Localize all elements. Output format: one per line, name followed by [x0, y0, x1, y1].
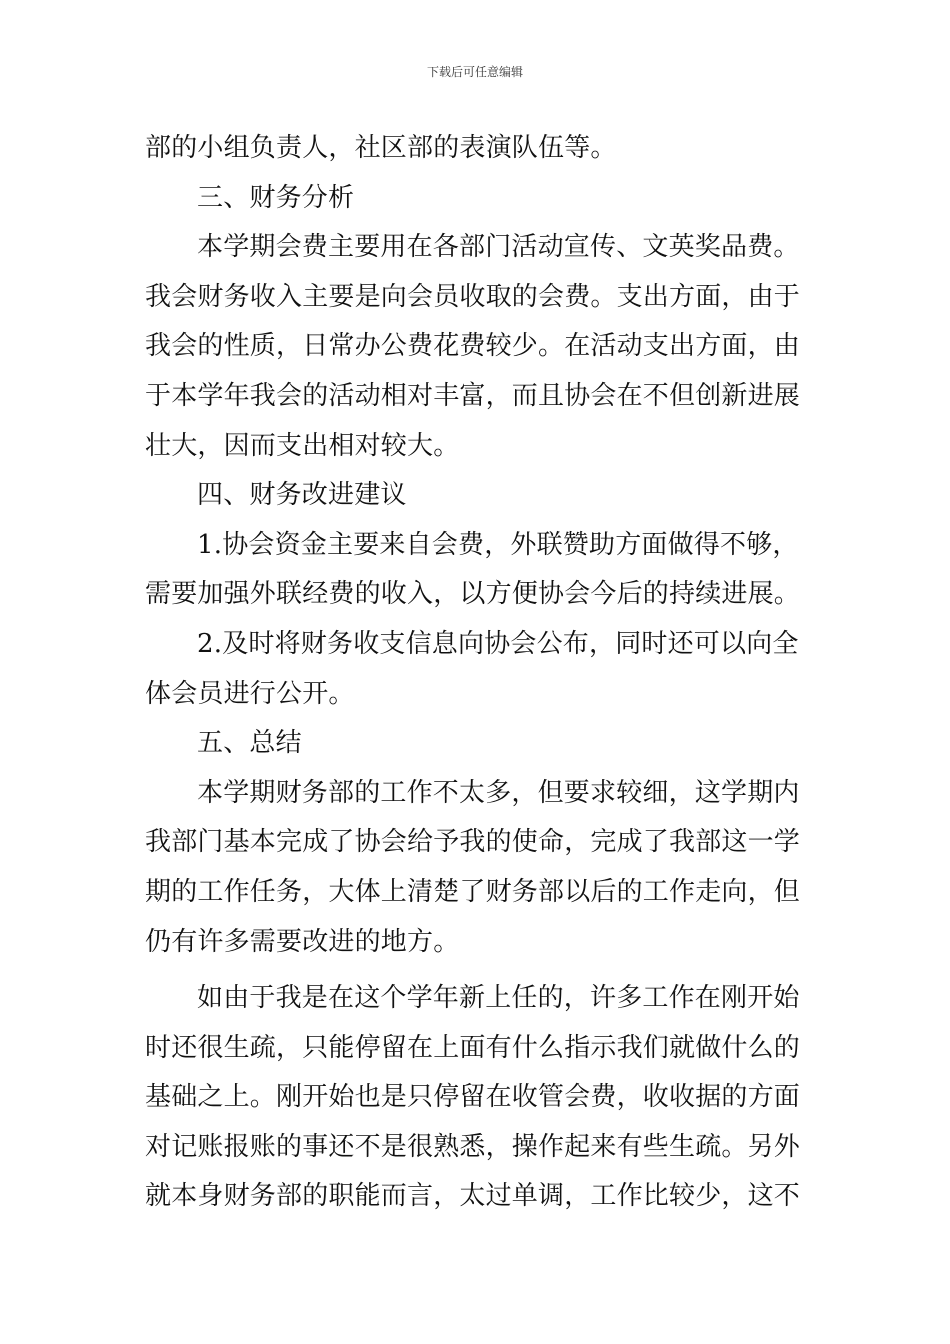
paragraph-line: 部的小组负责人，社区部的表演队伍等。 — [145, 133, 617, 163]
page-header: 下载后可任意编辑 — [426, 65, 523, 79]
list-item-line: 体会员进行公开。 — [145, 678, 355, 709]
section-heading: 三、财务分析 — [197, 182, 355, 213]
paragraph-line: 就本身财务部的职能而言，太过单调，工作比较少，这不 — [145, 1181, 801, 1212]
paragraph-line: 如由于我是在这个学年新上任的，许多工作在刚开始 — [197, 983, 800, 1014]
document-body — [145, 124, 810, 1222]
paragraph-line: 对记账报账的事还不是很熟悉，操作起来有些生疏。另外 — [145, 1131, 801, 1162]
paragraph-line: 仍有许多需要改进的地方。 — [145, 926, 460, 957]
list-item-line: 2.及时将财务收支信息向协会公布，同时还可以向全 — [197, 628, 799, 659]
paragraph-line: 我会财务收入主要是向会员收取的会费。支出方面，由于 — [145, 281, 801, 312]
paragraph-line: 基础之上。刚开始也是只停留在收管会费，收收据的方面 — [145, 1082, 801, 1113]
paragraph-line: 壮大，因而支出相对较大。 — [145, 430, 460, 461]
section-heading: 五、总结 — [197, 728, 302, 759]
paragraph-line: 我会的性质，日常办公费花费较少。在活动支出方面，由 — [145, 331, 801, 362]
list-item-line: 需要加强外联经费的收入，以方便协会今后的持续进展。 — [145, 579, 801, 610]
paragraph-line: 期的工作任务，大体上清楚了财务部以后的工作走向，但 — [145, 876, 801, 907]
paragraph-line: 我部门基本完成了协会给予我的使命，完成了我部这一学 — [145, 827, 801, 858]
paragraph-line: 于本学年我会的活动相对丰富，而且协会在不但创新进展 — [145, 380, 801, 411]
paragraph-line: 时还很生疏，只能停留在上面有什么指示我们就做什么的 — [145, 1032, 801, 1063]
list-item-line: 1.协会资金主要来自会费，外联赞助方面做得不够， — [197, 529, 799, 560]
paragraph-line: 本学期会费主要用在各部门活动宣传、文英奖品费。 — [197, 232, 800, 263]
paragraph-line: 本学期财务部的工作不太多，但要求较细，这学期内 — [197, 777, 800, 808]
section-heading: 四、财务改进建议 — [197, 480, 407, 511]
paragraph-gap — [145, 967, 810, 974]
